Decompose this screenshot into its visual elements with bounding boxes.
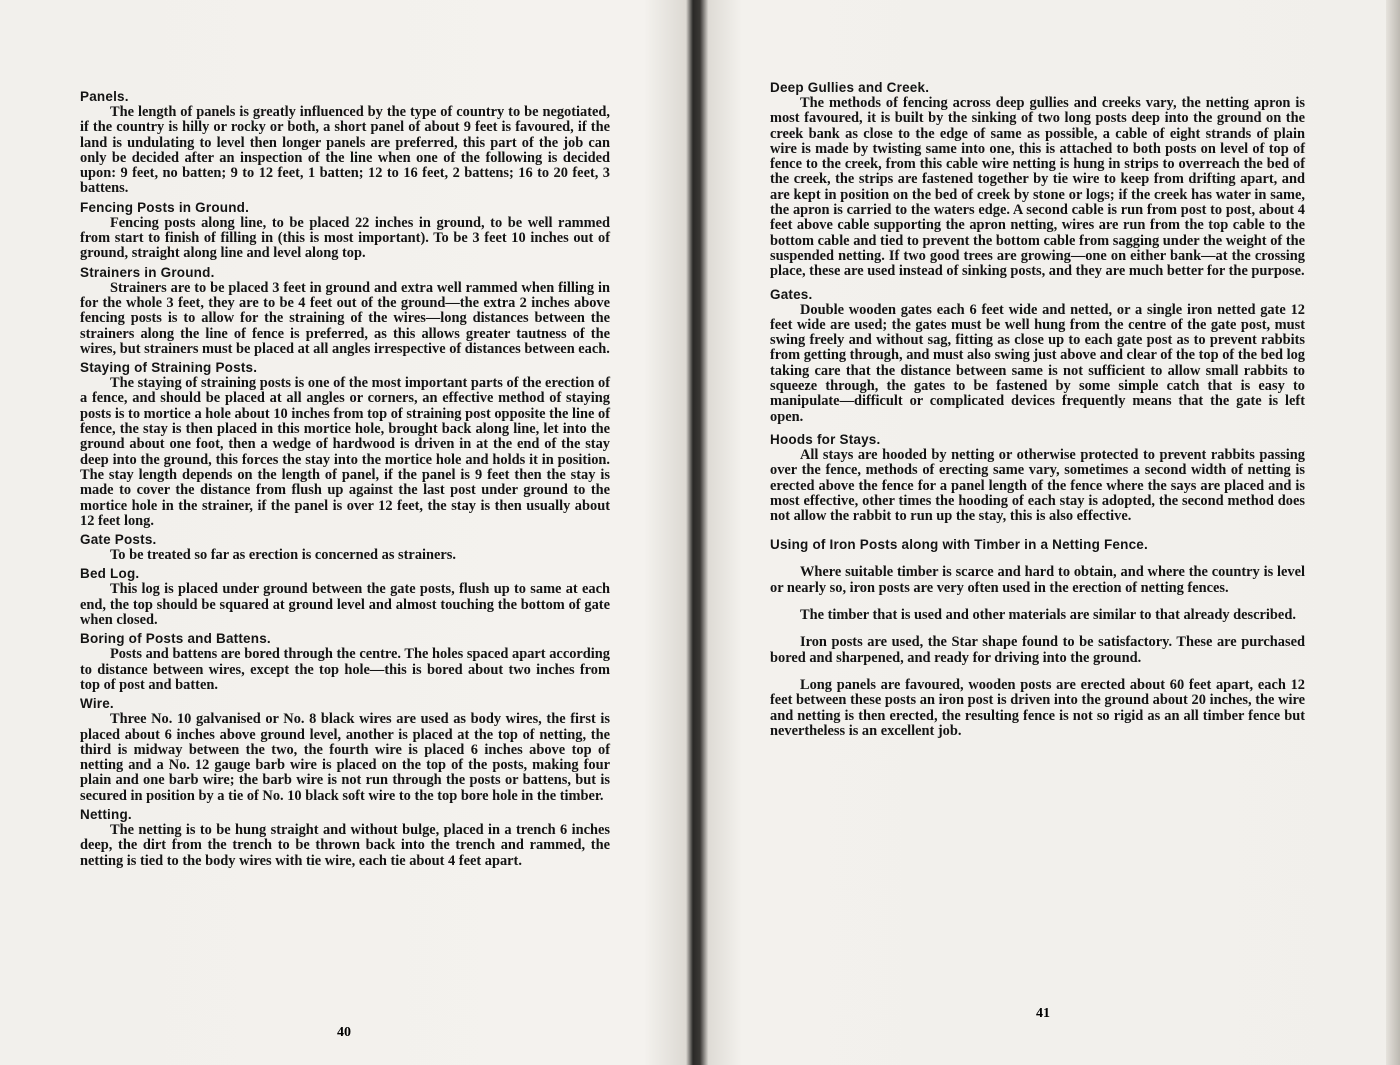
section-heading: Gates. <box>770 286 813 302</box>
section-heading: Boring of Posts and Battens. <box>80 631 271 647</box>
right-page <box>700 0 1400 1065</box>
section-paragraph: The staying of straining posts is one of the most important parts of the erection of a fence, and should be placed at all angles or corners, an effective method of staying posts is to mortice a hole about 10 inches from top of straining post opposite the line of fence, the stay is then placed in this mortice hole, brought back along line, let into the ground about one foot, then a wedge of hardwood is driven in at the end of the stay deep into the ground, this forces the stay into the mortice hole and holds it in position. The stay length depends on the length of panel, if the panel is 9 feet then the stay is made to cover the distance from flush up against the last post under ground to the mortice hole in the strainer, if the panel is over 12 feet, the stay is then usually about 12 feet long. <box>80 375 610 529</box>
page-edge <box>1386 0 1400 1065</box>
page-number: 41 <box>1036 1006 1050 1021</box>
section-paragraph: The netting is to be hung straight and without bulge, placed in a trench 6 inches deep, the dirt from the trench to be thrown back into the trench and rammed, the netting is tied to the body wires with tie wire, each tie about 4 feet apart. <box>80 821 610 869</box>
section-heading: Strainers in Ground. <box>80 264 215 280</box>
left-page-body <box>80 88 610 871</box>
section-paragraph: Fencing posts along line, to be placed 22 inches in ground, to be well rammed from start to finish of filling in (this is most important). To be 3 feet 10 inches out of ground, straight along line and level along top. <box>80 214 610 262</box>
right-page-body <box>770 76 1305 745</box>
section-heading: Netting. <box>80 806 132 822</box>
section-heading: Bed Log. <box>80 566 140 582</box>
section-paragraph: To be treated so far as erection is concerned as strainers. <box>110 547 456 564</box>
section-paragraph: All stays are hooded by netting or otherwise protected to prevent rabbits passing over the fence, methods of erecting same vary, sometimes a second width of netting is erected above the fence for a panel length of the fence where the says are placed and is most effective, other times the hooding of each stay is adopted, the second method does not allow the rabbit to run up the stay, this is also effective. <box>770 446 1305 525</box>
section-paragraph: The length of panels is greatly influenced by the type of country to be negotiated, if the country is hilly or rocky or both, a short panel of about 9 feet is favoured, if the land is undulating to level then longer panels are preferred, this part of the job can only be decided after an inspection of the line when one of the following is decided upon: 9 feet, no batten; 9 to 12 feet, 1 batten; 12 to 16 feet, 2 battens; 16 to 20 feet, 3 battens. <box>80 104 610 197</box>
section-paragraph: The methods of fencing across deep gullies and creeks vary, the netting apron is most favoured, it is built by the sinking of two long posts deep into the ground on the creek bank as close to the edge of same as possible, a cable of eight strands of plain wire is made by twisting same into one, this is attached to both posts on level of top of fence to the creek, from this cable wire netting is hung in strips to overreach the bed of the creek, the strips are fastened together by tie wire to keep from drifting apart, and are kept in position on the bed of creek by stone or logs; if the creek has water in same, the apron is carried to the waters edge. A second cable is run from post to post, about 4 feet above cable supporting the apron netting, wires are run from the top cable to the bottom cable and tied to prevent the bottom cable from sagging under the weight of the suspended netting. If two good trees are growing—one on either bank—at the crossing place, these are used instead of sinking posts, and they are much better for the purpose. <box>770 95 1305 280</box>
section-paragraph: Posts and battens are bored through the centre. The holes spaced apart according to distance between wires, except the top hole—this is bored about two inches from top of post and batten. <box>80 646 610 693</box>
section-heading: Gate Posts. <box>80 532 157 548</box>
section-heading: Hoods for Stays. <box>770 431 881 447</box>
section-paragraph: Iron posts are used, the Star shape found to be satisfactory. These are purchased bored and sharpened, and ready for driving into the ground. <box>770 634 1305 666</box>
section-heading: Wire. <box>80 696 114 712</box>
left-page <box>0 0 690 1065</box>
section-paragraph: Strainers are to be placed 3 feet in ground and extra well rammed when filling in for the whole 3 feet, they are to be 4 feet out of the ground—the extra 2 inches above fencing posts is to allow for the straining of the wires—long distances between the strainers along the line of fence is preferred, as this allows greater tautness of the wires, but strainers must be placed at all angles irrespective of distances between each. <box>80 279 610 357</box>
section-heading: Deep Gullies and Creek. <box>770 80 930 95</box>
section-paragraph: Double wooden gates each 6 feet wide and netted, or a single iron netted gate 12 feet wide are used; the gates must be well hung from the centre of the gate post, must swing freely and without sag, fitting as close up to each gate post as to prevent rabbits from getting through, and must also swing just above and clear of the top of the bed log taking care that the distance between same is not sufficient to allow small rabbits to squeeze through, the gates to be fastened by some simple catch that is easy to manipulate—difficult or complicated devices frequently means that the gate is left open. <box>770 301 1305 425</box>
section-paragraph: Three No. 10 galvanised or No. 8 black wires are used as body wires, the first is placed about 6 inches above ground level, another is placed at the top of netting, the third is midway between the two, the fourth wire is placed 6 inches above top of netting and a No. 12 gauge barb wire is placed on the top of the posts, making four plain and one barb wire; the barb wire is not run through the posts or battens, but is secured in position by a tie of No. 10 black soft wire to the top bore hole in the timber. <box>80 711 610 804</box>
section-heading: Fencing Posts in Ground. <box>80 199 250 215</box>
section-heading: Panels. <box>80 89 129 104</box>
section-paragraph: The timber that is used and other materials are similar to that already described. <box>800 607 1296 624</box>
section-paragraph: This log is placed under ground between the gate posts, flush up to same at each end, the top should be squared at ground level and almost touching the bottom of gate when closed. <box>80 581 610 629</box>
section-paragraph: Long panels are favoured, wooden posts are erected about 60 feet apart, each 12 feet between these posts an iron post is driven into the ground about 20 inches, the wire and netting is then erected, the resulting fence is not so rigid as an all timber fence but nevertheless is an excellent job. <box>770 676 1305 739</box>
section-heading: Staying of Straining Posts. <box>80 360 258 376</box>
page-number: 40 <box>337 1025 351 1040</box>
section-heading: Using of Iron Posts along with Timber in a Netting Fence. <box>770 537 1148 553</box>
section-paragraph: Where suitable timber is scarce and hard to obtain, and where the country is level or nearly so, iron posts are very often used in the erection of netting fences. <box>770 564 1305 596</box>
